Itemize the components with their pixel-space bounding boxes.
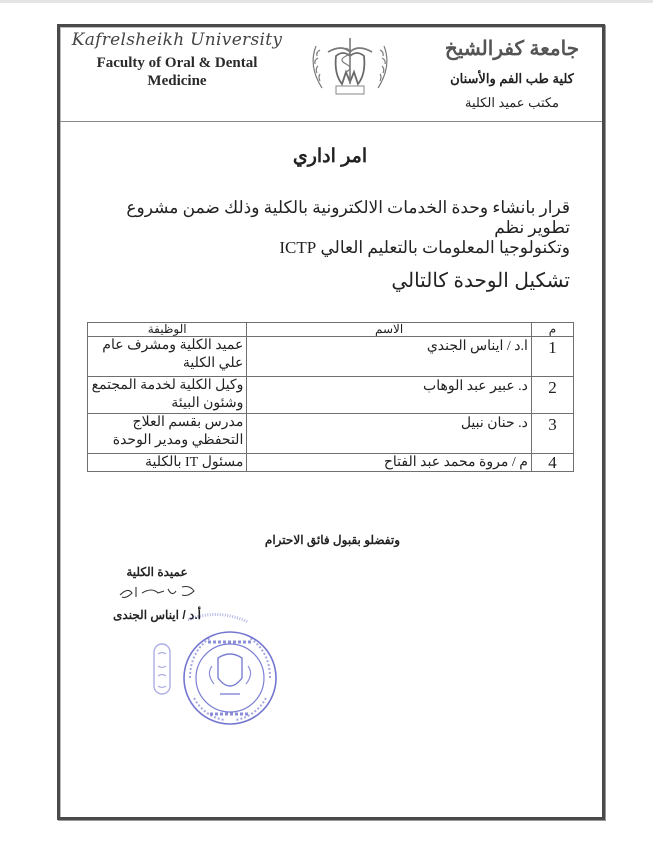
row-no: 3 — [531, 414, 573, 454]
signature-icon — [112, 581, 202, 603]
row-no: 4 — [531, 454, 573, 472]
table-row — [88, 337, 574, 377]
row-name: م / مروة محمد عبد الفتاح — [247, 454, 532, 472]
faculty-name-en-line2: Medicine — [147, 73, 207, 89]
table-header-row — [88, 323, 574, 337]
university-name-ar: جامعة كفرالشيخ — [444, 38, 580, 60]
header-divider — [60, 121, 602, 122]
table-row — [88, 377, 574, 414]
faculty-logo-icon — [302, 34, 398, 98]
scan-top-edge — [0, 0, 653, 3]
row-job: عميد الكلية ومشرف عام علي الكلية — [88, 337, 247, 377]
table-row — [88, 414, 574, 454]
members-table — [87, 322, 574, 472]
decision-line-1: قرار بانشاء وحدة الخدمات الالكترونية بالكلية وذلك ضمن مشروع تطوير نظم — [126, 198, 570, 237]
row-no: 1 — [531, 337, 573, 377]
row-name: ا.د / ايناس الجندي — [247, 337, 532, 377]
row-job: وكيل الكلية لخدمة المجتمع وشئون البيئة — [88, 377, 247, 414]
header-name: الاسم — [247, 323, 532, 337]
row-job: مسئول IT بالكلية — [88, 454, 247, 472]
dean-office-ar: مكتب عميد الكلية — [464, 95, 560, 110]
faculty-name-en-line1: Faculty of Oral & Dental — [96, 55, 258, 71]
university-name-en: Kafrelsheikh University — [71, 30, 283, 50]
signer-title: عميدة الكلية — [126, 565, 188, 579]
row-name: د. عبير عبد الوهاب — [247, 377, 532, 414]
decision-text — [100, 198, 570, 258]
official-seal-icon — [148, 610, 278, 735]
header-arabic — [432, 36, 592, 111]
table-row — [88, 454, 574, 472]
header-job: الوظيفة — [88, 323, 247, 337]
header-no: م — [531, 323, 573, 337]
faculty-name-en — [62, 54, 292, 90]
row-job: مدرس بقسم العلاج التحفظي ومدير الوحدة — [88, 414, 247, 454]
header-english — [62, 30, 292, 90]
decision-line-2: وتكنولوجيا المعلومات بالتعليم العالي ICTP — [279, 238, 570, 257]
row-no: 2 — [531, 377, 573, 414]
closing-regards: وتفضلو بقبول فائق الاحترام — [264, 533, 400, 547]
formation-heading: تشكيل الوحدة كالتالي — [391, 270, 570, 292]
row-name: د. حنان نبيل — [247, 414, 532, 454]
signer-name: أ.د / ايناس الجندى — [113, 608, 201, 622]
faculty-name-ar: كلية طب الفم والأسنان — [450, 71, 574, 86]
document-title: امر اداري — [292, 146, 368, 167]
